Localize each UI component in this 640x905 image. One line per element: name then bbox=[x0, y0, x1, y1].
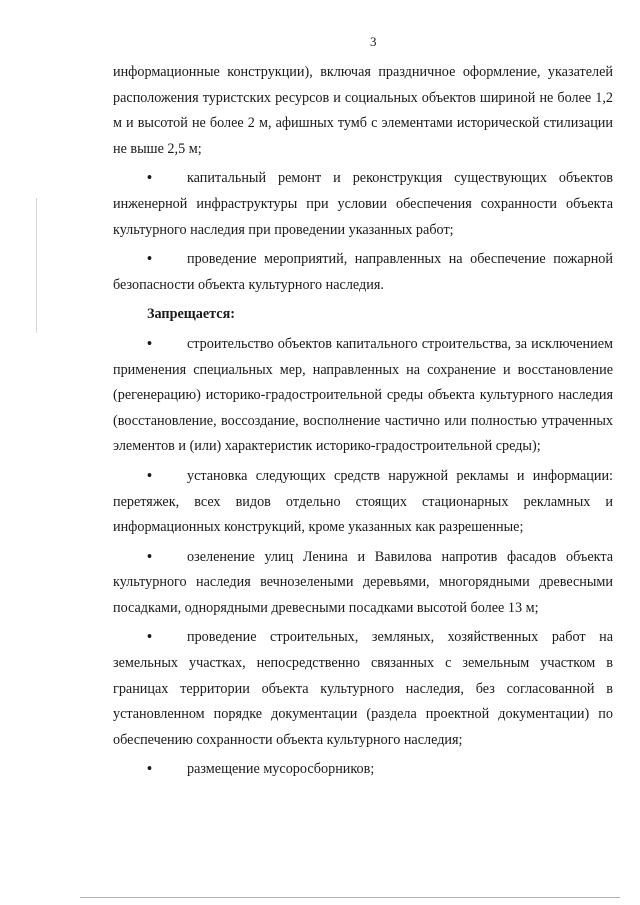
bullet-text: установка следующих средств наружной рекламы и информации: перетяжек, всех видов отдельно стоящих стационарных рекламных и информационных конструкций, кроме указанных как разрешенные; bbox=[113, 467, 613, 536]
bullet-text: проведение мероприятий, направленных на обеспечение пожарной безопасности объекта культурного наследия. bbox=[113, 251, 613, 293]
bullet-item bbox=[113, 464, 613, 541]
bullet-text: строительство объектов капитального строительства, за исключением применения специальных мер, направленных на сохранение и восстановление (регенерацию) историко-градостроительной среды объекта культурного наследия (восстановление, воссоздание, восполнение частично или полностью утраченных элементов и (или) характеристик историко-градостроительной среды); bbox=[113, 335, 613, 455]
bullet-item bbox=[113, 545, 613, 622]
bullet-marker: • bbox=[147, 548, 152, 565]
bullet-marker: • bbox=[147, 761, 152, 778]
bullet-item bbox=[113, 757, 613, 783]
bullet-item bbox=[113, 247, 613, 298]
bullet-text: проведение строительных, земляных, хозяйственных работ на земельных участках, непосредственно связанных с земельным участком в границах территории объекта культурного наследия, без согласованной в установленном порядке документации (раздела проектной документации) по обеспечению сохранности объекта культурного наследия; bbox=[113, 629, 613, 748]
bullet-item bbox=[113, 625, 613, 753]
bullet-marker: • bbox=[147, 629, 152, 646]
bullet-marker: • bbox=[147, 170, 152, 187]
bullet-marker: • bbox=[147, 467, 152, 484]
bullet-item bbox=[113, 332, 613, 460]
page-number: 3 bbox=[370, 34, 377, 49]
intro-paragraph: информационные конструкции), включая праздничное оформление, указателей расположения туристских ресурсов и социальных объектов шириной не более 1,2 м и высотой не более 2 м, афишных тумб с элементами исторической стилизации не выше 2,5 м; bbox=[113, 64, 613, 157]
bullet-text: капитальный ремонт и реконструкция существующих объектов инженерной инфраструктуры при условии обеспечения сохранности объекта культурного наследия при проведении указанных работ; bbox=[113, 170, 613, 238]
footer-rule bbox=[80, 897, 620, 898]
scan-edge-line bbox=[36, 198, 37, 333]
bullet-marker: • bbox=[147, 251, 152, 268]
bullet-item bbox=[113, 166, 613, 243]
bullet-text: размещение мусоросборников; bbox=[187, 761, 375, 778]
section-heading: Запрещается: bbox=[147, 306, 235, 323]
bullet-marker: • bbox=[147, 335, 152, 352]
document-body bbox=[113, 60, 613, 787]
bullet-text: озеленение улиц Ленина и Вавилова напротив фасадов объекта культурного наследия вечнозелеными деревьями, многорядными древесными посадками, однорядными древесными посадками высотой более 13 м; bbox=[113, 548, 613, 616]
